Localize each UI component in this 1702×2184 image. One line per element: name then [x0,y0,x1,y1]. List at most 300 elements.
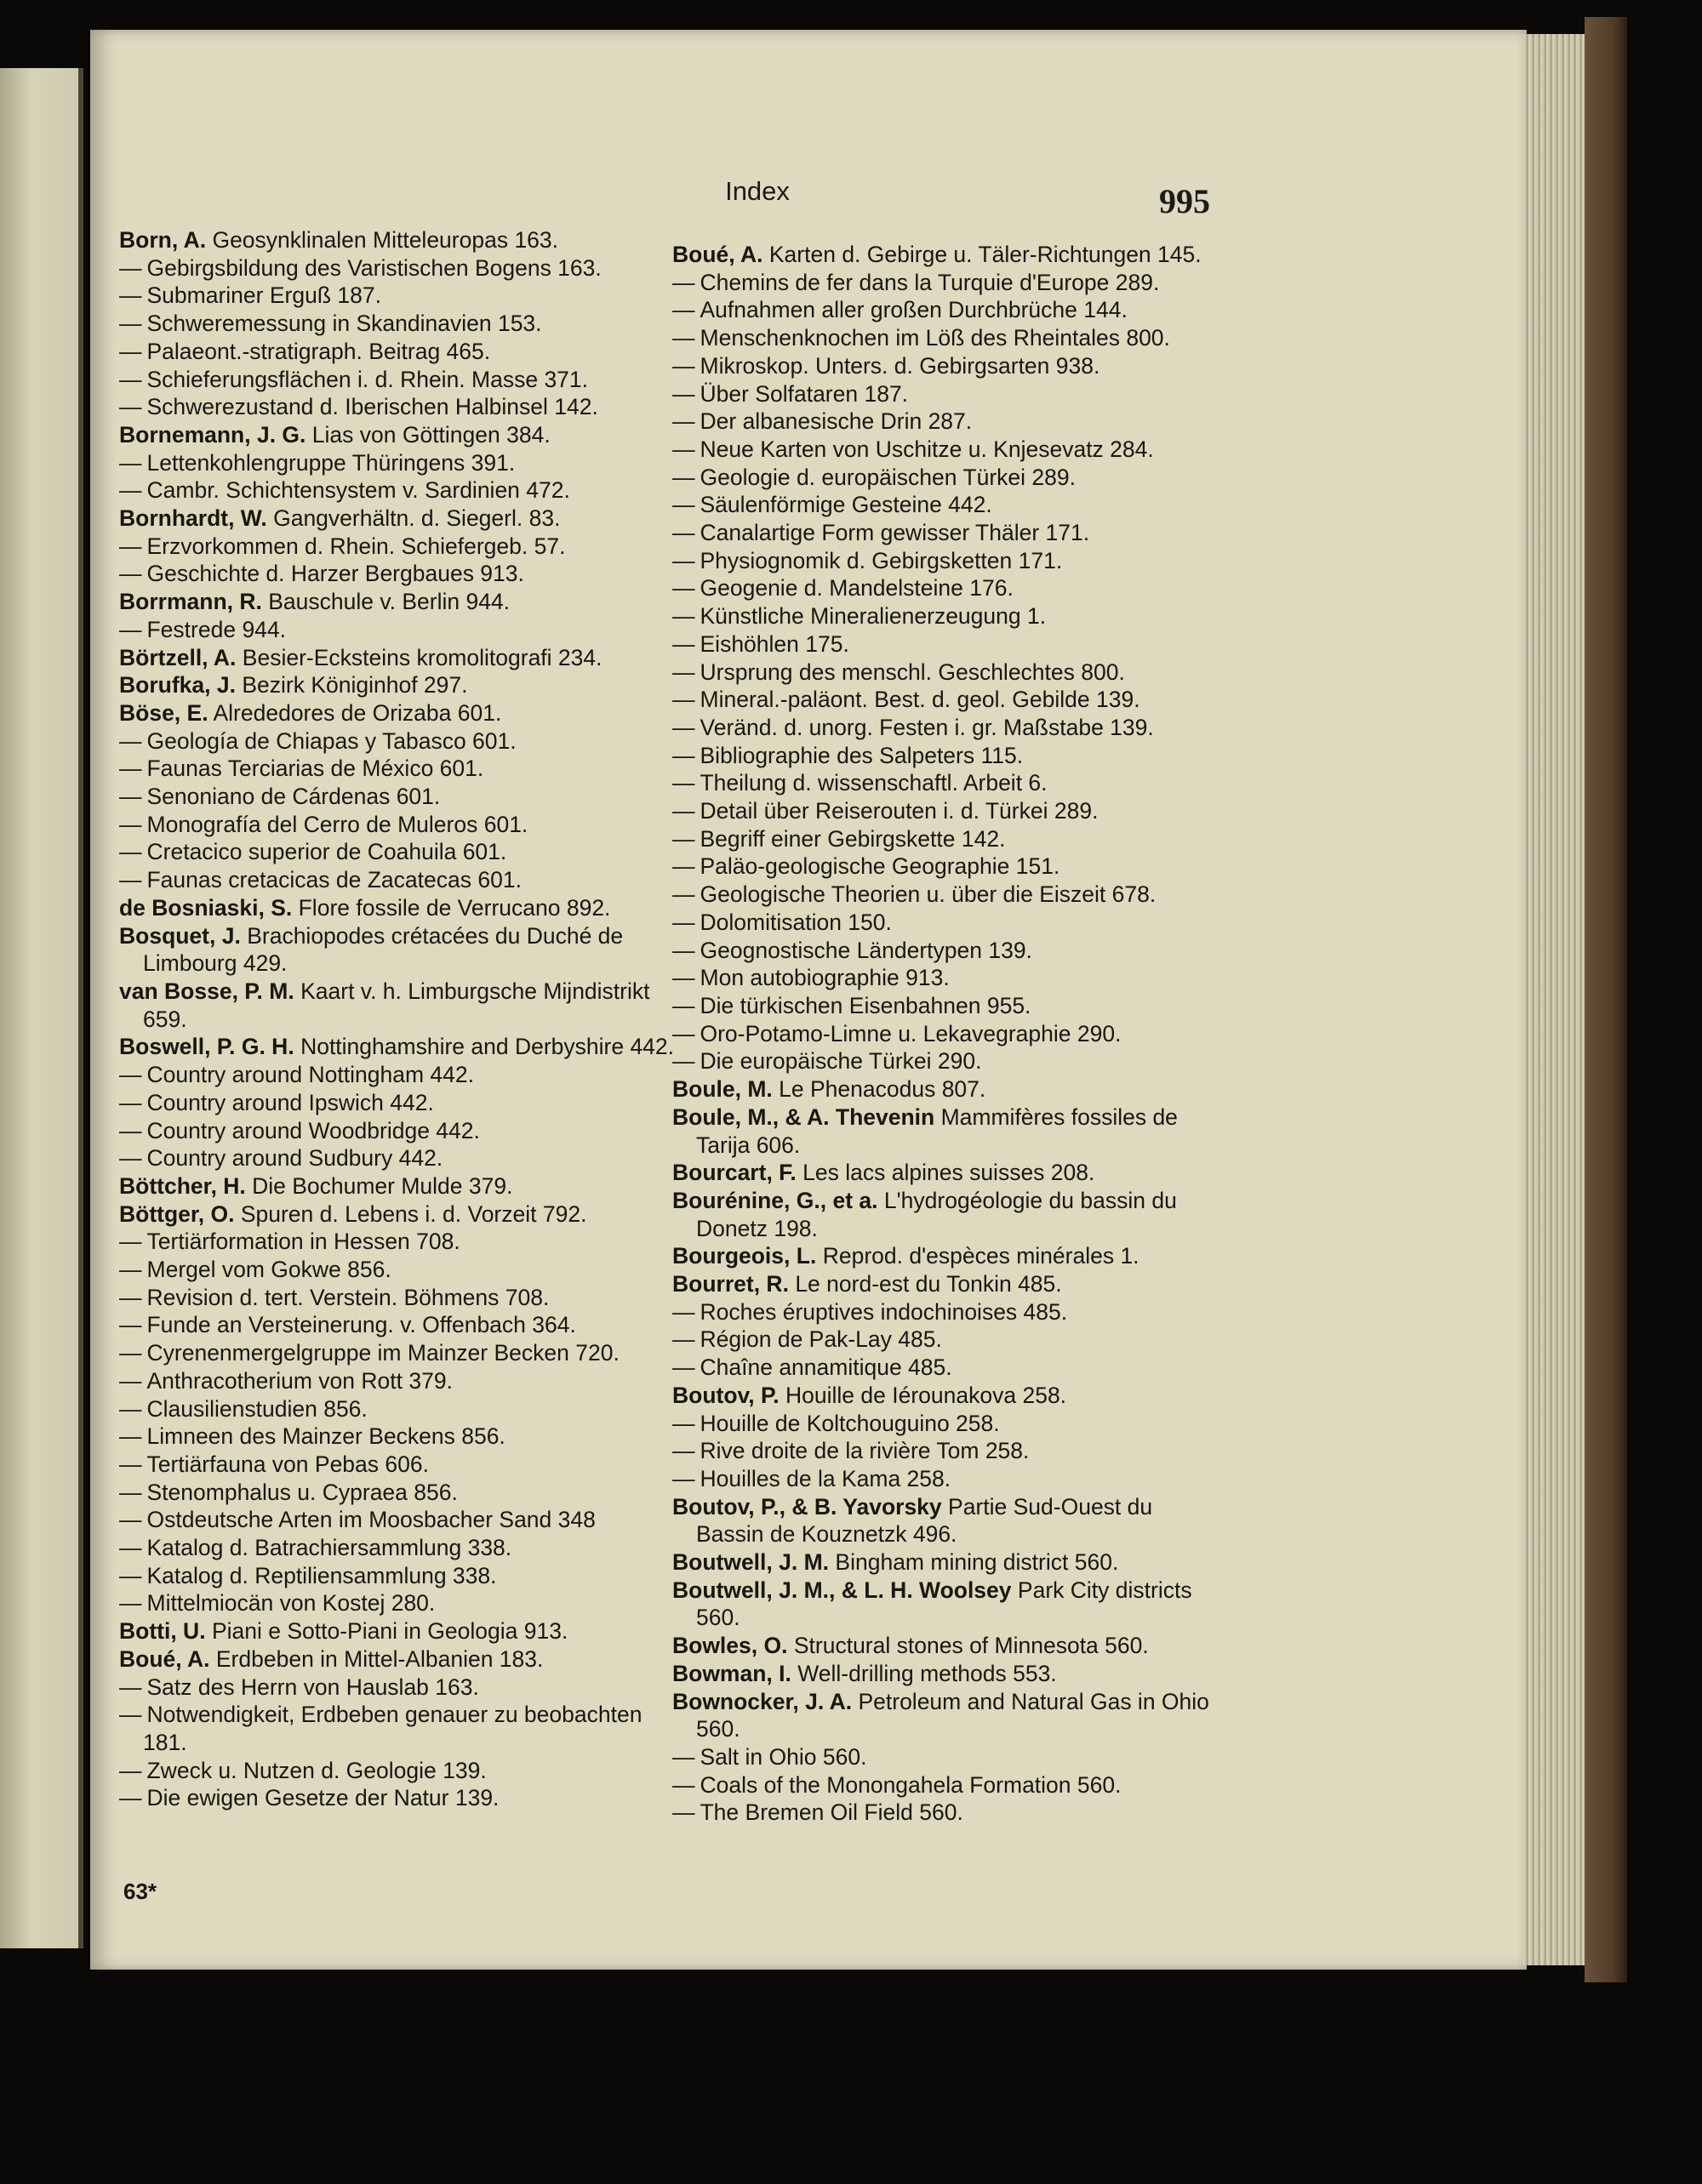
entry-author: Bowman, I. [672,1660,791,1686]
index-entry [119,226,681,254]
entry-title: Geosynklinalen Mitteleuropas 163. [212,227,559,253]
entry-title: Über Solfataren 187. [700,380,909,407]
ditto-dash: — [119,1257,142,1283]
entry-author: Boué, A. [672,242,763,267]
index-entry [119,1506,681,1534]
index-entry [119,366,681,394]
ditto-dash: — [672,380,695,407]
entry-title: Paläo-geologische Geographie 151. [700,853,1060,880]
entry-title: Cretacico superior de Coahuila 601. [146,839,507,865]
entry-title: Neue Karten von Uschitze u. Knjesevatz 284. [700,436,1154,462]
entry-title: Geología de Chiapas y Tabasco 601. [146,727,517,754]
ditto-dash: — [119,394,142,420]
entry-title: Tertiärfauna von Pebas 606. [146,1451,429,1477]
index-entry [672,1577,1217,1632]
index-entry [119,755,681,783]
index-entry [672,1410,1217,1438]
index-entry [672,1020,1217,1048]
ditto-dash: — [672,992,695,1018]
index-entry [672,937,1217,965]
index-entry [119,978,681,1033]
index-entry [119,1589,681,1617]
entry-title: Künstliche Mineralienerzeugung 1. [700,603,1047,630]
ditto-dash: — [672,408,695,435]
ditto-dash: — [119,1535,142,1561]
entry-title: Spuren d. Lebens i. d. Vorzeit 792. [240,1200,587,1227]
entry-title: Die Bochumer Mulde 379. [252,1172,513,1199]
ditto-dash: — [672,269,695,295]
ditto-dash: — [672,325,695,351]
index-entry [672,296,1217,324]
index-entry [119,1311,681,1339]
index-entry [119,449,681,477]
index-entry [119,922,681,978]
ditto-dash: — [672,909,695,935]
ditto-dash: — [119,1284,142,1310]
entry-title: Roches éruptives indochinoises 485. [700,1298,1068,1325]
entry-title: Erdbeben in Mittel-Albanien 183. [215,1645,544,1672]
ditto-dash: — [119,533,142,559]
index-entry [672,992,1217,1020]
ditto-dash: — [119,1395,142,1422]
index-entry [119,1144,681,1172]
page-stack-edge [1523,34,1591,1965]
entry-author: Böse, E. [119,699,208,726]
entry-title: Katalog d. Batrachiersammlung 338. [146,1535,512,1561]
entry-author: Bourénine, G., et a. [672,1187,878,1213]
ditto-dash: — [672,742,695,768]
entry-title: Bibliographie des Salpeters 115. [700,742,1024,768]
entry-title: Houille de Koltchouguino 258. [700,1410,1000,1436]
entry-title: Revision d. tert. Verstein. Böhmens 708. [146,1284,550,1310]
entry-title: Oro-Potamo-Limne u. Lekavegraphie 290. [700,1020,1122,1046]
index-entry [672,436,1217,464]
index-entry [672,1799,1217,1827]
index-entry [119,1256,681,1284]
ditto-dash: — [672,1326,695,1353]
index-entry [672,1075,1217,1103]
entry-title: Bezirk Königinhof 297. [242,672,468,699]
entry-title: L'hydrogéologie du bassin du Donetz 198. [696,1187,1177,1241]
index-entry [672,1465,1217,1493]
entry-author: Boutwell, J. M., & L. H. Woolsey [672,1577,1012,1603]
index-entry [672,574,1217,602]
ditto-dash: — [672,714,695,740]
left-index-column [119,226,681,1812]
entry-title: Detail über Reiserouten i. d. Türkei 289. [700,798,1099,824]
index-entry [119,588,681,616]
index-entry [119,644,681,672]
entry-title: Geogenie d. Mandelsteine 176. [700,575,1014,602]
entry-title: Flore fossile de Verrucano 892. [298,894,611,921]
entry-title: Ursprung des menschl. Geschlechtes 800. [700,659,1125,685]
entry-author: Boule, M. [672,1076,773,1103]
entry-title: Mon autobiographie 913. [700,965,950,991]
entry-title: Chaîne annamitique 485. [700,1354,952,1381]
index-entry [672,241,1217,269]
entry-author: Böttger, O. [119,1200,235,1227]
entry-title: Mikroskop. Unters. d. Gebirgsarten 938. [700,352,1100,379]
index-entry [672,769,1217,797]
index-entry [119,338,681,366]
index-entry [672,324,1217,352]
index-entry [119,1423,681,1451]
entry-title: Mergel vom Gokwe 856. [146,1257,391,1283]
entry-title: Veränd. d. unorg. Festen i. gr. Maßstabe 139. [700,714,1154,740]
entry-title: Tertiärformation in Hessen 708. [146,1229,460,1255]
ditto-dash: — [119,1062,142,1088]
entry-author: Bourcart, F. [672,1160,797,1186]
ditto-dash: — [119,756,142,782]
index-entry [119,1117,681,1145]
entry-title: Festrede 944. [146,616,287,642]
entry-title: Lettenkohlengruppe Thüringens 391. [146,449,516,476]
index-entry [119,1200,681,1229]
index-entry [119,1172,681,1200]
entry-title: Säulenförmige Gesteine 442. [700,492,992,518]
entry-author: Boutov, P., & B. Yavorsky [672,1493,942,1520]
entry-title: Senoniano de Cárdenas 601. [146,784,441,810]
entry-title: Brachiopodes crétacées du Duché de Limbourg 429. [143,922,624,977]
index-entry [672,1326,1217,1354]
index-entry [119,1479,681,1507]
running-head: Index [725,176,790,206]
ditto-dash: — [672,853,695,880]
ditto-dash: — [119,1785,142,1811]
index-entry [119,476,681,505]
entry-author: Borrmann, R. [119,589,262,615]
right-index-column [672,241,1217,1827]
entry-title: Schwerezustand d. Iberischen Halbinsel 142. [146,394,598,420]
index-entry [119,1089,681,1117]
ditto-dash: — [119,282,142,309]
entry-author: Boule, M., & A. Thevenin [672,1103,935,1130]
index-entry [119,1645,681,1674]
ditto-dash: — [119,449,142,476]
index-entry [119,727,681,756]
entry-title: Geognostische Ländertypen 139. [700,937,1032,963]
index-entry [119,1367,681,1395]
entry-title: Mineral.-paläont. Best. d. geol. Gebilde 139. [700,687,1140,713]
entry-author: Bourret, R. [672,1271,789,1297]
ditto-dash: — [119,1367,142,1394]
entry-title: Reprod. d'espèces minérales 1. [822,1243,1139,1269]
index-entry [119,310,681,338]
entry-title: Monografía del Cerro de Muleros 601. [146,811,528,837]
index-entry [119,1284,681,1312]
index-entry [119,505,681,533]
index-entry [672,1242,1217,1270]
entry-title: Die türkischen Eisenbahnen 955. [700,992,1031,1018]
index-entry [672,797,1217,825]
index-entry [672,964,1217,992]
index-entry [672,1771,1217,1799]
ditto-dash: — [672,825,695,852]
ditto-dash: — [672,352,695,379]
entry-author: Börtzell, A. [119,644,237,670]
index-entry [672,909,1217,937]
entry-author: Borufka, J. [119,672,236,699]
index-entry [672,1660,1217,1688]
entry-title: Notwendigkeit, Erdbeben genauer zu beobachten 181. [143,1702,643,1755]
ditto-dash: — [119,1451,142,1477]
index-entry [119,1701,681,1756]
index-entry [119,811,681,839]
entry-title: Country around Sudbury 442. [146,1145,443,1172]
entry-title: Cyrenenmergelgruppe im Mainzer Becken 720. [146,1340,620,1366]
entry-title: Funde an Versteinerung. v. Offenbach 364. [146,1312,576,1338]
index-entry [119,282,681,310]
ditto-dash: — [119,1229,142,1255]
ditto-dash: — [672,659,695,685]
entry-title: Gebirgsbildung des Varistischen Bogens 163. [146,254,602,281]
ditto-dash: — [672,630,695,657]
entry-title: Limneen des Mainzer Beckens 856. [146,1423,505,1450]
book-cover [1585,17,1627,1982]
entry-title: Anthracotherium von Rott 379. [146,1367,453,1394]
index-entry [672,1298,1217,1326]
entry-author: Böttcher, H. [119,1172,246,1199]
entry-title: Partie Sud-Ouest du Bassin de Kouznetzk 496. [696,1493,1153,1548]
entry-author: Botti, U. [119,1618,206,1645]
entry-title: Mammifères fossiles de Tarija 606. [696,1103,1178,1158]
index-entry [119,1061,681,1089]
page-number: 995 [1159,182,1210,220]
entry-title: Le nord-est du Tonkin 485. [795,1271,1062,1297]
ditto-dash: — [672,547,695,573]
index-entry [672,408,1217,436]
ditto-dash: — [672,770,695,796]
index-entry [119,1562,681,1590]
ditto-dash: — [672,520,695,546]
ditto-dash: — [119,1479,142,1505]
ditto-dash: — [672,297,695,323]
ditto-dash: — [119,561,142,587]
ditto-dash: — [672,436,695,462]
ditto-dash: — [119,1757,142,1783]
ditto-dash: — [119,1089,142,1115]
entry-title: Salt in Ohio 560. [700,1743,867,1770]
index-entry [672,602,1217,630]
index-entry [119,254,681,282]
index-entry [672,491,1217,519]
ditto-dash: — [119,839,142,865]
ditto-dash: — [119,811,142,837]
index-entry [119,671,681,699]
entry-title: Country around Nottingham 442. [146,1062,474,1088]
index-entry [672,352,1217,380]
index-entry [672,659,1217,687]
index-entry [672,1382,1217,1410]
entry-author: Born, A. [119,227,207,253]
index-entry [119,1339,681,1367]
entry-author: de Bosniaski, S. [119,894,293,921]
ditto-dash: — [672,1354,695,1381]
index-entry [119,783,681,811]
index-entry [672,853,1217,881]
entry-title: Menschenknochen im Löß des Rheintales 800. [700,325,1170,351]
entry-title: Geologische Theorien u. über die Eiszeit 678. [700,881,1157,908]
index-entry [672,881,1217,909]
entry-title: Palaeont.-stratigraph. Beitrag 465. [146,338,491,364]
entry-title: Piani e Sotto-Piani in Geologia 913. [211,1618,568,1645]
entry-title: Satz des Herrn von Hauslab 163. [146,1674,479,1700]
entry-title: Gangverhältn. d. Siegerl. 83. [273,505,561,532]
ditto-dash: — [119,338,142,364]
entry-title: Eishöhlen 175. [700,630,849,657]
index-entry [119,1534,681,1562]
ditto-dash: — [672,464,695,490]
entry-title: Die europäische Türkei 290. [700,1048,982,1075]
ditto-dash: — [672,492,695,518]
ditto-dash: — [672,687,695,713]
entry-author: Bosquet, J. [119,922,241,949]
ditto-dash: — [119,616,142,642]
ditto-dash: — [672,1743,695,1770]
entry-title: Submariner Erguß 187. [146,282,381,309]
entry-author: Boutov, P. [672,1382,780,1408]
entry-title: Katalog d. Reptiliensammlung 338. [146,1562,497,1588]
entry-title: Schweremessung in Skandinavien 153. [146,311,542,337]
ditto-dash: — [119,1562,142,1588]
entry-author: Bourgeois, L. [672,1243,817,1269]
ditto-dash: — [119,1312,142,1338]
index-entry [119,421,681,449]
index-entry [119,560,681,588]
entry-title: Faunas Terciarias de México 601. [146,756,484,782]
entry-author: Boué, A. [119,1645,210,1672]
index-entry [672,1437,1217,1465]
index-entry [672,1187,1217,1242]
entry-title: Le Phenacodus 807. [779,1076,986,1103]
entry-title: Alrededores de Orizaba 601. [213,699,502,726]
ditto-dash: — [672,965,695,991]
index-entry [672,1743,1217,1771]
entry-title: Zweck u. Nutzen d. Geologie 139. [146,1757,487,1783]
entry-title: Chemins de fer dans la Turquie d'Europe 289. [700,269,1160,295]
entry-title: Der albanesische Drin 287. [700,408,973,435]
ditto-dash: — [672,881,695,908]
entry-author: Bowles, O. [672,1633,788,1659]
index-entry [672,825,1217,853]
ditto-dash: — [119,1340,142,1366]
ditto-dash: — [672,603,695,630]
index-entry [672,714,1217,742]
entry-title: Country around Ipswich 442. [146,1089,434,1115]
index-entry [672,1493,1217,1548]
entry-author: Bornhardt, W. [119,505,267,532]
entry-author: Bownocker, J. A. [672,1688,853,1714]
ditto-dash: — [119,727,142,754]
entry-author: Bornemann, J. G. [119,421,306,448]
entry-title: Geologie d. europäischen Türkei 289. [700,464,1076,490]
ditto-dash: — [672,1465,695,1491]
index-entry [672,1159,1217,1187]
entry-title: Die ewigen Gesetze der Natur 139. [146,1785,500,1811]
ditto-dash: — [119,1702,142,1728]
entry-title: Schieferungsflächen i. d. Rhein. Masse 371. [146,366,589,392]
index-entry [672,547,1217,575]
index-entry [672,1047,1217,1075]
index-entry [672,686,1217,714]
entry-title: Les lacs alpines suisses 208. [802,1160,1095,1186]
entry-title: Rive droite de la rivière Tom 258. [700,1438,1030,1464]
entry-title: Begriff einer Gebirgskette 142. [700,825,1006,852]
entry-author: van Bosse, P. M. [119,978,294,1004]
entry-title: Faunas cretacicas de Zacatecas 601. [146,867,522,893]
index-entry [119,1395,681,1423]
entry-title: Clausilienstudien 856. [146,1395,368,1422]
index-entry [119,699,681,727]
index-entry [672,630,1217,659]
ditto-dash: — [119,1507,142,1533]
entry-title: The Bremen Oil Field 560. [700,1799,963,1826]
index-entry [672,269,1217,297]
index-entry [119,894,681,922]
ditto-dash: — [672,1799,695,1826]
ditto-dash: — [119,1423,142,1450]
entry-author: Boswell, P. G. H. [119,1034,294,1060]
index-entry [672,519,1217,547]
index-entry [672,464,1217,492]
ditto-dash: — [119,1674,142,1700]
ditto-dash: — [672,1438,695,1464]
entry-title: Bauschule v. Berlin 944. [268,589,511,615]
entry-title: Country around Woodbridge 442. [146,1117,480,1143]
index-entry [119,1757,681,1785]
ditto-dash: — [119,1117,142,1143]
entry-title: Park City districts 560. [696,1577,1192,1631]
ditto-dash: — [119,366,142,392]
index-entry [672,1103,1217,1159]
entry-title: Houilles de la Kama 258. [700,1465,951,1491]
index-entry [672,380,1217,408]
entry-title: Structural stones of Minnesota 560. [793,1633,1149,1659]
ditto-dash: — [119,311,142,337]
entry-title: Petroleum and Natural Gas in Ohio 560. [696,1688,1209,1742]
ditto-dash: — [119,1590,142,1617]
entry-title: Aufnahmen aller großen Durchbrüche 144. [700,297,1128,323]
entry-title: Theilung d. wissenschaftl. Arbeit 6. [700,770,1048,796]
ditto-dash: — [119,254,142,281]
index-entry [119,1451,681,1479]
entry-title: Cambr. Schichtensystem v. Sardinien 472. [146,477,570,504]
entry-title: Lias von Göttingen 384. [311,421,551,448]
entry-title: Nottinghamshire and Derbyshire 442. [300,1034,675,1060]
index-entry [119,533,681,561]
entry-title: Besier-Ecksteins kromolitografi 234. [242,644,603,670]
ditto-dash: — [672,1298,695,1325]
entry-title: Erzvorkommen d. Rhein. Schiefergeb. 57. [146,533,566,559]
index-entry [672,742,1217,770]
index-entry [119,616,681,644]
index-entry [119,1228,681,1256]
index-entry [119,393,681,421]
entry-title: Physiognomik d. Gebirgsketten 171. [700,547,1063,573]
ditto-dash: — [672,1048,695,1075]
entry-title: Coals of the Monongahela Formation 560. [700,1771,1122,1798]
entry-title: Ostdeutsche Arten im Moosbacher Sand 348 [146,1507,596,1533]
ditto-dash: — [119,477,142,504]
ditto-dash: — [672,798,695,824]
ditto-dash: — [672,937,695,963]
ditto-dash: — [672,1410,695,1436]
entry-title: Geschichte d. Harzer Bergbaues 913. [146,561,524,587]
ditto-dash: — [119,867,142,893]
entry-title: Mittelmiocän von Kostej 280. [146,1590,436,1617]
ditto-dash: — [672,575,695,602]
ditto-dash: — [119,1145,142,1172]
